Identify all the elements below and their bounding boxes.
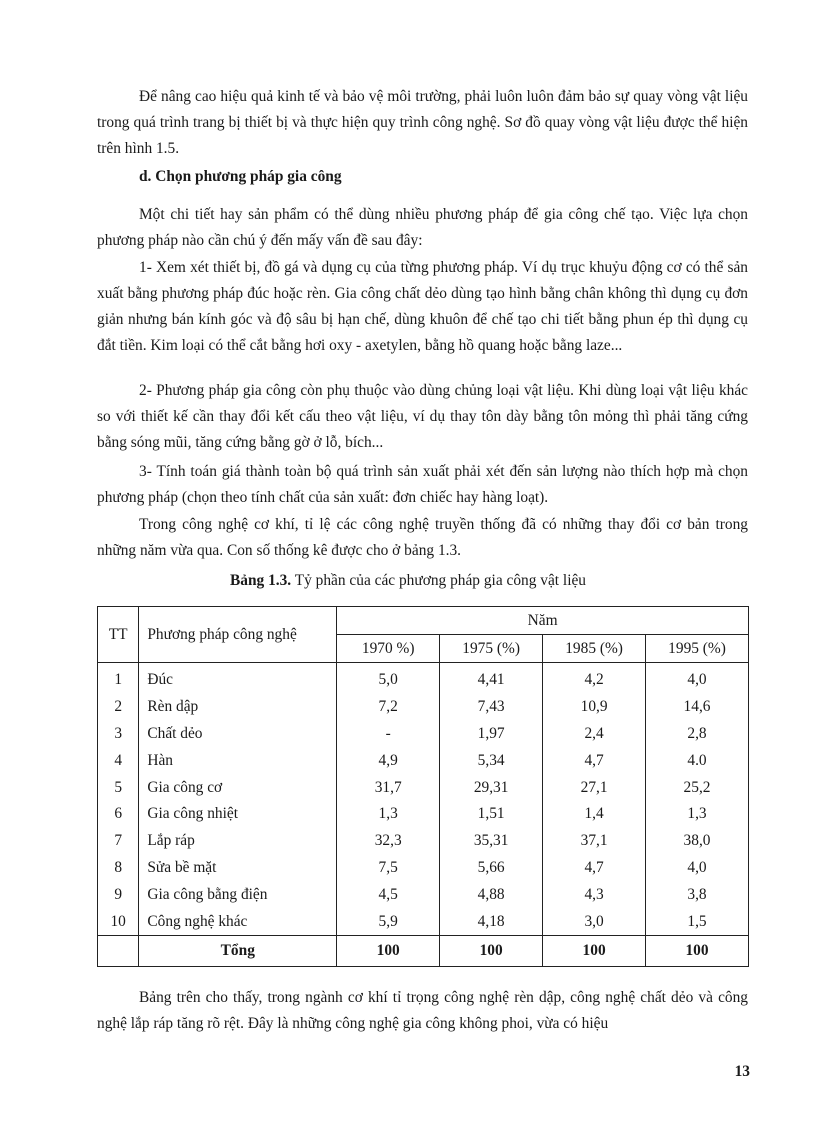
table-row xyxy=(98,908,749,935)
row-1985-cell: 3,0 xyxy=(543,908,646,935)
total-1970: 100 xyxy=(337,935,440,966)
header-tt: TT xyxy=(98,607,139,663)
row-method-cell: Công nghệ khác xyxy=(139,908,337,935)
paragraph-conclusion: Bảng trên cho thấy, trong ngành cơ khí tỉ trọng công nghệ rèn dập, công nghệ chất dẻo và công nghệ lắp ráp tăng rõ rệt. Đây là những công nghệ gia công không phoi, vừa có hiệu xyxy=(97,989,748,1032)
row-1995-cell: 4,0 xyxy=(646,855,749,882)
row-1995-cell: 25,2 xyxy=(646,774,749,801)
row-1995-cell: 3,8 xyxy=(646,881,749,908)
row-method-cell: Hàn xyxy=(139,747,337,774)
table-caption-text: Tỷ phần của các phương pháp gia công vật liệu xyxy=(291,572,586,589)
paragraph-item-1: 1- Xem xét thiết bị, đồ gá và dụng cụ của từng phương pháp. Ví dụ trục khuỷu động cơ có thể sản xuất bằng phương pháp đúc hoặc rèn. Gia công chất dẻo dùng tạo hình bằng chân không thì dụng cụ đơn giản nhưng bán kính góc và độ sâu bị hạn chế, dùng khuôn để chế tạo chi tiết bằng phun ép thì dụng cụ đắt tiền. Kim loại có thể cắt bằng hơi oxy - axetylen, bằng hồ quang hoặc bằng laze... xyxy=(97,259,748,354)
table-row xyxy=(98,694,749,721)
header-year-1995: 1995 (%) xyxy=(646,635,749,663)
row-tt-cell: 7 xyxy=(98,828,139,855)
table-body xyxy=(98,663,749,936)
section-heading: d. Chọn phương pháp gia công xyxy=(139,168,342,185)
paragraph-material-recycling: Để nâng cao hiệu quả kinh tế và bảo vệ môi trường, phải luôn luôn đảm bảo sự quay vòng vật liệu trong quá trình trang bị thiết bị và thực hiện quy trình công nghệ. Sơ đồ quay vòng vật liệu được thể hiện trên hình 1.5. xyxy=(97,88,748,157)
table-row xyxy=(98,721,749,748)
row-1975-cell: 4,41 xyxy=(440,663,543,694)
row-1985-cell: 4,3 xyxy=(543,881,646,908)
table-row xyxy=(98,881,749,908)
paragraph-item-3: 3- Tính toán giá thành toàn bộ quá trình sản xuất phải xét đến sản lượng nào thích hợp mà chọn phương pháp (chọn theo tính chất của sản xuất: đơn chiếc hay hàng loạt). xyxy=(97,463,748,506)
row-tt-cell: 1 xyxy=(98,663,139,694)
row-1975-cell: 5,66 xyxy=(440,855,543,882)
row-tt-cell: 2 xyxy=(98,694,139,721)
table-row xyxy=(98,774,749,801)
table-caption xyxy=(0,570,816,592)
row-1995-cell: 38,0 xyxy=(646,828,749,855)
row-method-cell: Chất dẻo xyxy=(139,721,337,748)
header-year-1970: 1970 %) xyxy=(337,635,440,663)
row-1975-cell: 35,31 xyxy=(440,828,543,855)
row-1995-cell: 2,8 xyxy=(646,721,749,748)
row-1985-cell: 4,7 xyxy=(543,747,646,774)
row-1970-cell: 4,5 xyxy=(337,881,440,908)
header-year-1985: 1985 (%) xyxy=(543,635,646,663)
table-row xyxy=(98,747,749,774)
table-row xyxy=(98,828,749,855)
row-1985-cell: 2,4 xyxy=(543,721,646,748)
row-tt-cell: 3 xyxy=(98,721,139,748)
paragraph-statistics: Trong công nghệ cơ khí, tỉ lệ các công nghệ truyền thống đã có những thay đổi cơ bản trong những năm vừa qua. Con số thống kê được cho ở bảng 1.3. xyxy=(97,516,748,559)
row-1975-cell: 7,43 xyxy=(440,694,543,721)
row-1975-cell: 5,34 xyxy=(440,747,543,774)
row-1975-cell: 1,97 xyxy=(440,721,543,748)
row-tt-cell: 4 xyxy=(98,747,139,774)
row-1985-cell: 4,7 xyxy=(543,855,646,882)
row-1985-cell: 10,9 xyxy=(543,694,646,721)
row-1995-cell: 4.0 xyxy=(646,747,749,774)
paragraph-item-2: 2- Phương pháp gia công còn phụ thuộc vào dùng chủng loại vật liệu. Khi dùng loại vật liệu khác so với thiết kế cần thay đổi kết cấu theo vật liệu, ví dụ thay tôn dày bằng tôn mỏng thì phải tăng cứng bằng sóng mũi, tăng cứng bằng gờ ở lỗ, bích... xyxy=(97,382,748,451)
row-1970-cell: 31,7 xyxy=(337,774,440,801)
total-row xyxy=(98,935,749,966)
row-1995-cell: 1,5 xyxy=(646,908,749,935)
row-tt-cell: 9 xyxy=(98,881,139,908)
total-label: Tổng xyxy=(139,935,337,966)
row-1985-cell: 4,2 xyxy=(543,663,646,694)
row-1970-cell: 1,3 xyxy=(337,801,440,828)
process-share-table xyxy=(97,606,749,967)
row-tt-cell: 6 xyxy=(98,801,139,828)
row-method-cell: Sửa bề mặt xyxy=(139,855,337,882)
table-row xyxy=(98,663,749,694)
page-number: 13 xyxy=(734,1063,750,1080)
total-1995: 100 xyxy=(646,935,749,966)
paragraph-intro: Một chi tiết hay sản phẩm có thể dùng nhiều phương pháp để gia công chế tạo. Việc lựa chọn phương pháp nào cần chú ý đến mấy vấn đề sau đây: xyxy=(97,206,748,249)
row-method-cell: Rèn dập xyxy=(139,694,337,721)
row-1995-cell: 4,0 xyxy=(646,663,749,694)
row-method-cell: Gia công bằng điện xyxy=(139,881,337,908)
row-1970-cell: - xyxy=(337,721,440,748)
row-1970-cell: 4,9 xyxy=(337,747,440,774)
table-row xyxy=(98,801,749,828)
row-tt-cell: 10 xyxy=(98,908,139,935)
header-year-1975: 1975 (%) xyxy=(440,635,543,663)
total-1985: 100 xyxy=(543,935,646,966)
row-method-cell: Đúc xyxy=(139,663,337,694)
row-1985-cell: 1,4 xyxy=(543,801,646,828)
row-1975-cell: 1,51 xyxy=(440,801,543,828)
row-method-cell: Lắp ráp xyxy=(139,828,337,855)
row-method-cell: Gia công cơ xyxy=(139,774,337,801)
row-1995-cell: 14,6 xyxy=(646,694,749,721)
total-1975: 100 xyxy=(440,935,543,966)
row-1975-cell: 29,31 xyxy=(440,774,543,801)
row-1970-cell: 7,2 xyxy=(337,694,440,721)
row-1985-cell: 27,1 xyxy=(543,774,646,801)
table-row xyxy=(98,855,749,882)
row-1975-cell: 4,18 xyxy=(440,908,543,935)
row-1995-cell: 1,3 xyxy=(646,801,749,828)
header-year-group: Năm xyxy=(337,607,749,635)
row-1970-cell: 5,0 xyxy=(337,663,440,694)
row-tt-cell: 8 xyxy=(98,855,139,882)
table-caption-label: Bảng 1.3. xyxy=(230,572,292,589)
total-tt-cell xyxy=(98,935,139,966)
header-method: Phương pháp công nghệ xyxy=(139,607,337,663)
row-tt-cell: 5 xyxy=(98,774,139,801)
row-1970-cell: 32,3 xyxy=(337,828,440,855)
row-method-cell: Gia công nhiệt xyxy=(139,801,337,828)
row-1985-cell: 37,1 xyxy=(543,828,646,855)
row-1975-cell: 4,88 xyxy=(440,881,543,908)
row-1970-cell: 7,5 xyxy=(337,855,440,882)
row-1970-cell: 5,9 xyxy=(337,908,440,935)
